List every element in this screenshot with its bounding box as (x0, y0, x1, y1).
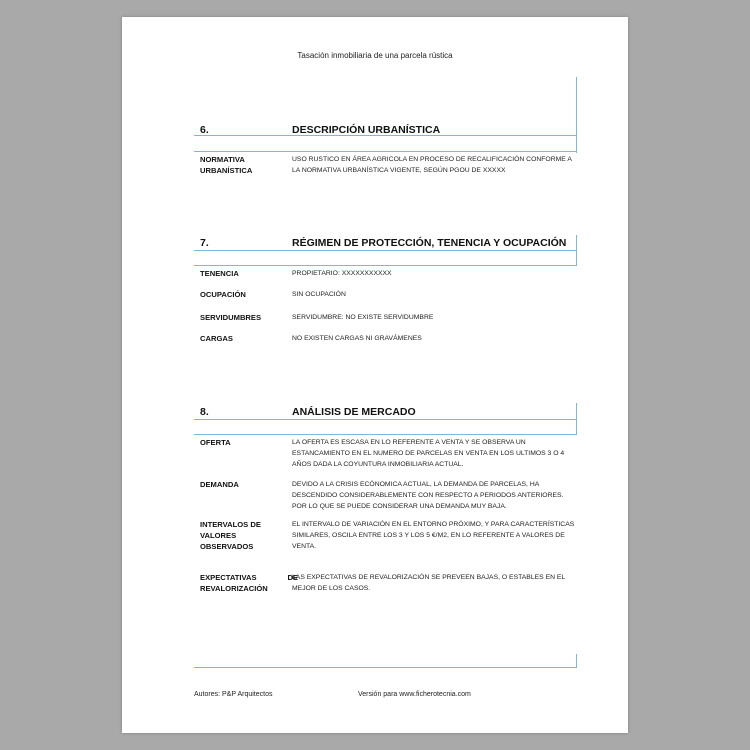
row-label-cargas: CARGAS (200, 334, 233, 343)
row-value-oferta: LA OFERTA ES ESCASA EN LO REFERENTE A VENTA Y SE OBSERVA UN ESTANCAMIENTO EN EL NUMERO DE PARCELAS EN VENTA EN LOS ULTIMOS 3 O 4 AÑOS DADA LA COYUNTURA INMOBILIARIA ACTUAL. (292, 439, 565, 468)
row-label-tenencia: TENENCIA (200, 269, 239, 278)
section-7-number: 7. (200, 237, 209, 249)
section-7-title: RÉGIMEN DE PROTECCIÓN, TENENCIA Y OCUPACIÓN (292, 237, 567, 249)
document-page (122, 17, 628, 733)
row-value-ocupacion: SIN OCUPACIÓN (292, 291, 346, 298)
section-8-number: 8. (200, 406, 209, 418)
row-label-demanda: DEMANDA (200, 480, 239, 489)
bottom-rule (194, 667, 577, 668)
row-value-servidumbres: SERVIDUMBRE: NO EXISTE SERVIDUMBRE (292, 314, 434, 321)
section-6-bottom-rule (194, 151, 577, 152)
row-label-intervalos: INTERVALOS DE VALORES OBSERVADOS (200, 520, 261, 551)
row-value-demanda: DEVIDO A LA CRISIS ECÓNOMICA ACTUAL, LA DEMANDA DE PARCELAS, HA DESCENDIDO CONSIDERABLEMENTE CON RESPECTO A PERIODOS ANTERIORES. POR LO QUE SE PUEDE CONSIDERAR UNA DEMANDA MUY BAJA. (292, 481, 564, 510)
row-value-normativa: USO RUSTICO EN ÁREA AGRICOLA EN PROCESO DE RECALIFICACIÓN CONFORME A LA NORMATIVA URBANÍSTICA VIGENTE, SEGÚN PGOU DE XXXXX (292, 156, 572, 174)
footer-version: Versión para www.ficherotecnia.com (358, 691, 471, 698)
bottom-right-rule (576, 654, 577, 668)
section-6-number: 6. (200, 124, 209, 136)
document-header-title: Tasación inmobiliaria de una parcela rústica (297, 51, 453, 60)
section-8-bottom-rule (194, 434, 577, 435)
row-label-expectativas: EXPECTATIVAS DE REVALORIZACIÓN (200, 573, 298, 593)
section-8-title: ANÁLISIS DE MERCADO (292, 406, 416, 418)
row-label-ocupacion: OCUPACIÓN (200, 290, 246, 299)
section-7-top-rule (194, 250, 577, 251)
section-8-top-rule (194, 419, 577, 420)
footer-authors: Autores: P&P Arquitectos (194, 691, 273, 698)
row-value-intervalos: EL INTERVALO DE VARIACIÓN EN EL ENTORNO PRÓXIMO, Y PARA CARACTERÍSTICAS SIMILARES, OSCILA ENTRE LOS 3 Y LOS 5 €/M2, EN LO REFERENTE A VALORES DE VENTA. (292, 521, 575, 550)
section-6-title: DESCRIPCIÓN URBANÍSTICA (292, 124, 441, 136)
row-label-normativa: NORMATIVA URBANÍSTICA (200, 155, 253, 175)
row-value-expectativas: LAS EXPECTATIVAS DE REVALORIZACIÓN SE PREVEEN BAJAS, O ESTABLES EN EL MEJOR DE LOS CASOS. (292, 574, 565, 592)
section-7-bottom-rule (194, 265, 577, 266)
section-6-right-rule (576, 77, 577, 153)
row-value-cargas: NO EXISTEN CARGAS NI GRAVÁMENES (292, 335, 422, 342)
row-label-oferta: OFERTA (200, 438, 231, 447)
row-value-tenencia: PROPIETARIO: XXXXXXXXXXX (292, 270, 392, 277)
row-label-servidumbres: SERVIDUMBRES (200, 313, 262, 322)
